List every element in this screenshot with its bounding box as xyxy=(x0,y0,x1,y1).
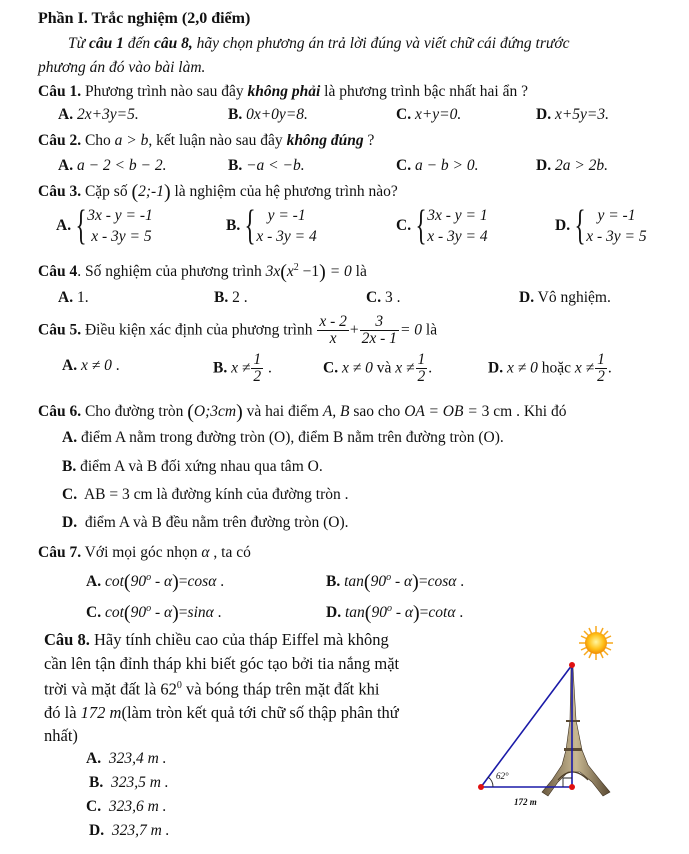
degree-symbol: o xyxy=(146,571,152,583)
eiffel-figure xyxy=(460,620,630,820)
plus-sign: + xyxy=(349,321,359,339)
option-text: hoặc xyxy=(537,359,575,377)
q5-option-c[interactable] xyxy=(323,352,432,386)
option-letter: C. xyxy=(86,604,102,621)
question-text: là xyxy=(351,263,367,280)
question-8-line-2: cần lên tận đỉnh tháp khi biết góc tạo bởi tia nắng mặt xyxy=(44,654,400,673)
option-value: 323,4 m . xyxy=(108,750,167,767)
shadow-length: 172 m xyxy=(80,703,122,722)
point-marker xyxy=(478,784,484,790)
option-letter: C. xyxy=(62,486,78,503)
q3-option-c[interactable] xyxy=(396,205,488,247)
option-letter: C. xyxy=(86,798,102,815)
question-math: O;3cm xyxy=(193,403,237,420)
question-math: A, B xyxy=(322,403,350,420)
fraction-denominator: x xyxy=(329,330,337,348)
angle-value: 90 xyxy=(130,573,147,590)
instruction-bold: câu 8, xyxy=(153,35,193,52)
question-text: sao cho xyxy=(349,403,405,420)
fraction-denominator: 2 xyxy=(597,368,605,386)
degree-symbol: 0 xyxy=(176,680,182,691)
option-letter: D. xyxy=(536,157,552,174)
trig-function: cot xyxy=(104,604,124,621)
question-8-line-4 xyxy=(44,705,399,722)
question-text: Cho đường tròn xyxy=(81,403,188,420)
option-value: 323,7 m . xyxy=(111,822,170,839)
question-1 xyxy=(38,84,528,100)
exponent: 2 xyxy=(293,261,299,273)
option-letter: A. xyxy=(86,573,102,590)
option-value: AB = 3 cm là đường kính của đường tròn . xyxy=(83,486,349,503)
instruction-line-1 xyxy=(68,36,569,52)
q4-option-b[interactable] xyxy=(214,290,248,306)
option-punct: . xyxy=(607,359,612,377)
point-marker xyxy=(569,784,575,790)
system-line: x - 3y = 4 xyxy=(427,227,488,245)
brace-icon: { xyxy=(415,203,427,249)
sun-icon xyxy=(579,626,613,660)
option-letter: A. xyxy=(86,750,102,767)
question-label: Câu 3. xyxy=(38,183,82,200)
fraction-denominator: 2 xyxy=(417,368,426,386)
option-value: 1. xyxy=(73,289,89,306)
q6-option-a[interactable] xyxy=(62,430,504,446)
q5-option-d[interactable] xyxy=(488,352,612,386)
option-punct: . xyxy=(455,604,464,621)
question-3: Câu 3. Cặp số (2;-1) là nghiệm của hệ phương trình nào? xyxy=(38,181,398,203)
question-math: OA = OB = xyxy=(404,403,482,420)
question-label: Câu 6. xyxy=(38,403,82,420)
option-letter: C. xyxy=(396,217,412,235)
option-value: điểm A và B đối xứng nhau qua tâm O. xyxy=(80,458,323,475)
q2-option-c[interactable] xyxy=(396,158,479,174)
question-label: Câu 4 xyxy=(38,263,78,280)
question-math: α xyxy=(201,544,210,561)
option-value: 2 . xyxy=(228,289,248,306)
question-math: = 0 xyxy=(399,321,423,339)
q2-option-a[interactable] xyxy=(58,158,166,174)
option-value: −a < −b. xyxy=(246,157,305,174)
trig-function: cot xyxy=(104,573,124,590)
option-value: điểm A và B đều nằm trên đường tròn (O). xyxy=(84,514,349,531)
base-length-label: 172 m xyxy=(514,797,537,807)
question-text: là xyxy=(422,321,438,339)
angle-value: 62 xyxy=(160,679,177,699)
angle-label: 62° xyxy=(496,771,509,781)
q8-option-d[interactable] xyxy=(89,823,170,839)
instruction-text: hãy chọn phương án trả lời đúng và viết chữ cái đứng trước xyxy=(192,35,570,52)
option-value: điểm A nằm trong đường tròn (O), điểm B nằm trên đường tròn (O). xyxy=(80,429,504,446)
q4-option-d[interactable] xyxy=(519,290,611,306)
angle-value: 90 xyxy=(371,604,387,621)
question-8-line-5: nhất) xyxy=(44,726,78,745)
option-value: cosα xyxy=(187,573,217,590)
option-punct: . xyxy=(213,604,222,621)
question-text: trời và mặt đất là xyxy=(44,679,161,699)
option-value: 323,5 m . xyxy=(110,774,169,791)
question-text: (làm tròn kết quả tới chữ số thập phân thứ xyxy=(121,703,399,722)
question-text: Phương trình nào sau đây xyxy=(81,83,248,100)
fraction xyxy=(360,314,399,348)
option-punct: . xyxy=(264,359,272,377)
q6-option-d[interactable] xyxy=(62,515,349,531)
option-letter: C. xyxy=(366,289,382,306)
option-math: - α xyxy=(391,604,413,621)
question-label: Câu 8. xyxy=(44,630,90,649)
question-text: Với mọi góc nhọn xyxy=(81,544,202,561)
question-text: Hãy tính chiều cao của tháp Eiffel mà không xyxy=(89,630,389,649)
question-text: là nghiệm của hệ phương trình nào? xyxy=(170,183,398,200)
option-letter: B. xyxy=(214,289,229,306)
option-letter: D. xyxy=(326,604,342,621)
option-letter: D. xyxy=(555,217,571,235)
q6-option-b[interactable] xyxy=(62,459,323,475)
option-value: Vô nghiệm. xyxy=(534,289,611,306)
option-letter: A. xyxy=(58,289,74,306)
fraction-numerator: 1 xyxy=(253,351,262,368)
question-label: Câu 5. xyxy=(38,321,82,339)
question-label: Câu 2. xyxy=(38,132,82,149)
q8-option-b[interactable] xyxy=(89,775,169,791)
question-emphasis: không phải xyxy=(247,83,321,100)
instruction-text: đến xyxy=(123,35,154,52)
question-2 xyxy=(38,133,374,149)
system-line: 3x - y = 1 xyxy=(427,207,488,224)
option-letter: D. xyxy=(519,289,535,306)
q3-option-b[interactable] xyxy=(226,205,317,247)
q2-option-d[interactable] xyxy=(536,158,608,174)
q8-option-a[interactable] xyxy=(86,751,167,767)
option-letter: C. xyxy=(396,157,412,174)
section-title: Phần I. Trắc nghiệm (2,0 điểm) xyxy=(38,10,251,27)
fraction-numerator: 1 xyxy=(597,351,605,368)
option-punct: . xyxy=(428,359,433,377)
question-text: Cho xyxy=(81,132,115,149)
option-letter: B. xyxy=(62,458,77,475)
question-text: , kết luận nào sau đây xyxy=(148,132,287,149)
question-math: x xyxy=(286,263,294,280)
question-text: là phương trình bậc nhất hai ẩn ? xyxy=(320,83,528,100)
option-value: x+y=0. xyxy=(414,106,462,123)
option-letter: B. xyxy=(326,573,341,590)
question-text: Điều kiện xác định của phương trình xyxy=(81,321,317,339)
option-letter: A. xyxy=(62,357,78,374)
degree-symbol: o xyxy=(146,602,152,614)
question-text: . Khi đó xyxy=(512,403,567,420)
option-letter: B. xyxy=(213,359,228,377)
option-value: x ≠ 0 xyxy=(506,359,538,377)
q5-option-b[interactable] xyxy=(213,352,272,386)
system-line: x - 3y = 5 xyxy=(586,227,647,245)
option-value: x+5y=3. xyxy=(554,106,610,123)
question-math: 2;-1 xyxy=(138,183,164,200)
q1-option-b[interactable] xyxy=(228,107,308,123)
option-value: x ≠ 0 xyxy=(341,359,373,377)
trig-function: tan xyxy=(344,604,365,621)
q1-option-d[interactable] xyxy=(536,107,609,123)
sun-ray-line xyxy=(481,665,572,787)
option-math: - α xyxy=(151,604,173,621)
option-letter: B. xyxy=(228,106,243,123)
option-letter: B. xyxy=(228,157,243,174)
system-line: x - 3y = 5 xyxy=(91,227,152,245)
question-7 xyxy=(38,545,251,561)
question-8-line-3 xyxy=(44,681,379,698)
option-value: x ≠ 0 xyxy=(80,357,112,374)
option-letter: A. xyxy=(58,157,74,174)
option-value: a − 2 < b − 2. xyxy=(76,157,167,174)
q3-option-d[interactable] xyxy=(555,205,647,247)
degree-symbol: o xyxy=(386,571,392,583)
option-value: cosα xyxy=(427,573,457,590)
option-letter: C. xyxy=(323,359,339,377)
option-letter: D. xyxy=(89,822,105,839)
fraction xyxy=(317,314,349,348)
system-line: y = -1 xyxy=(267,207,306,224)
q7-option-d[interactable]: D. tan(90$^o$ - α)=cotα . xyxy=(326,602,464,624)
option-punct: . xyxy=(216,573,225,590)
system-line: y = -1 xyxy=(597,207,636,224)
option-letter: B. xyxy=(89,774,104,791)
q6-option-c[interactable] xyxy=(62,487,348,503)
q1-option-c[interactable] xyxy=(396,107,461,123)
fraction-denominator: 2x - 1 xyxy=(361,330,397,348)
brace-icon: { xyxy=(75,203,87,249)
trig-function: tan xyxy=(344,573,364,590)
question-8-line-1 xyxy=(44,632,389,649)
degree-symbol: o xyxy=(386,602,392,614)
angle-value: 90 xyxy=(370,573,387,590)
q4-option-c[interactable] xyxy=(366,290,400,306)
q7-option-b[interactable]: B. tan(90$^o$ - α)=cosα . xyxy=(326,571,465,593)
point-marker xyxy=(569,662,575,668)
angle-arc xyxy=(488,777,493,787)
fraction xyxy=(416,352,428,386)
q2-option-b[interactable] xyxy=(228,158,305,174)
q4-option-a[interactable] xyxy=(58,290,89,306)
option-value: x ≠ xyxy=(395,359,415,377)
option-letter: D. xyxy=(62,514,78,531)
option-value: 0x+0y=8. xyxy=(246,106,308,123)
brace-icon: { xyxy=(244,203,256,249)
question-text: và hai điểm xyxy=(242,403,323,420)
question-4: Câu 4. Số nghiệm của phương trình $3x(x^2 -1) = 0$ là xyxy=(38,261,367,283)
q8-option-c[interactable] xyxy=(86,799,167,815)
question-math: −1 xyxy=(298,263,320,280)
instruction-line-2: phương án đó vào bài làm. xyxy=(38,59,206,76)
instruction-bold: câu 1 xyxy=(88,35,124,52)
fraction-numerator: 1 xyxy=(417,351,426,368)
q1-option-a[interactable] xyxy=(58,107,139,123)
question-label: Câu 1. xyxy=(38,83,82,100)
option-value: 3 . xyxy=(381,289,401,306)
fraction-numerator: 3 xyxy=(360,314,399,331)
question-label: Câu 7. xyxy=(38,544,82,561)
option-letter: C. xyxy=(396,106,412,123)
question-math: a > b xyxy=(114,132,149,149)
fraction xyxy=(251,352,263,386)
option-value: 2x+3y=5. xyxy=(76,106,139,123)
question-text: và bóng tháp trên mặt đất khi xyxy=(181,679,380,699)
option-letter: A. xyxy=(56,217,72,235)
q7-option-c[interactable]: C. cot(90$^o$ - α)=sinα . xyxy=(86,602,222,624)
eiffel-tower-icon xyxy=(542,668,610,796)
option-value: cotα xyxy=(428,604,456,621)
option-text: và xyxy=(372,359,396,377)
system-line: 3x - y = -1 xyxy=(87,207,153,224)
question-5 xyxy=(38,314,437,348)
q5-option-a[interactable] xyxy=(62,358,120,374)
option-value: a − b > 0. xyxy=(414,157,479,174)
option-value: x ≠ xyxy=(574,359,595,377)
question-text: ? xyxy=(363,132,375,149)
option-value: sinα xyxy=(187,604,214,621)
question-emphasis: không đúng xyxy=(286,132,364,149)
option-math: - α xyxy=(391,573,413,590)
instruction-text: Từ xyxy=(68,35,89,52)
option-value: 323,6 m . xyxy=(108,798,167,815)
question-text: đó là xyxy=(44,703,81,722)
question-text: . Số nghiệm của phương trình xyxy=(77,263,266,280)
option-punct: . xyxy=(111,357,120,374)
brace-icon: { xyxy=(574,203,586,249)
option-letter: D. xyxy=(536,106,552,123)
option-value: 2a > 2b. xyxy=(554,157,609,174)
question-math: 3x xyxy=(265,263,281,280)
system-line: x - 3y = 4 xyxy=(256,227,317,245)
q7-option-a[interactable]: A. cot(90$^o$ - α)=cosα . xyxy=(86,571,225,593)
question-text: Cặp số xyxy=(81,183,132,200)
fraction-denominator: 2 xyxy=(253,368,262,386)
option-letter: B. xyxy=(226,217,241,235)
fraction-numerator: x - 2 xyxy=(319,313,347,330)
option-value: x ≠ xyxy=(231,359,251,377)
angle-value: 90 xyxy=(130,604,147,621)
question-math: = 0 xyxy=(325,263,352,280)
option-math: - α xyxy=(151,573,173,590)
fraction xyxy=(595,352,607,386)
q3-option-a[interactable] xyxy=(56,205,153,247)
question-6: Câu 6. Cho đường tròn (O;3cm) và hai điểm A, B sao cho OA = OB = 3 cm . Khi đó xyxy=(38,401,567,423)
option-punct: . xyxy=(456,573,465,590)
option-letter: A. xyxy=(62,429,78,446)
option-letter: D. xyxy=(488,359,504,377)
option-letter: A. xyxy=(58,106,74,123)
question-math: 3 cm xyxy=(481,403,513,420)
question-text: , ta có xyxy=(209,544,251,561)
